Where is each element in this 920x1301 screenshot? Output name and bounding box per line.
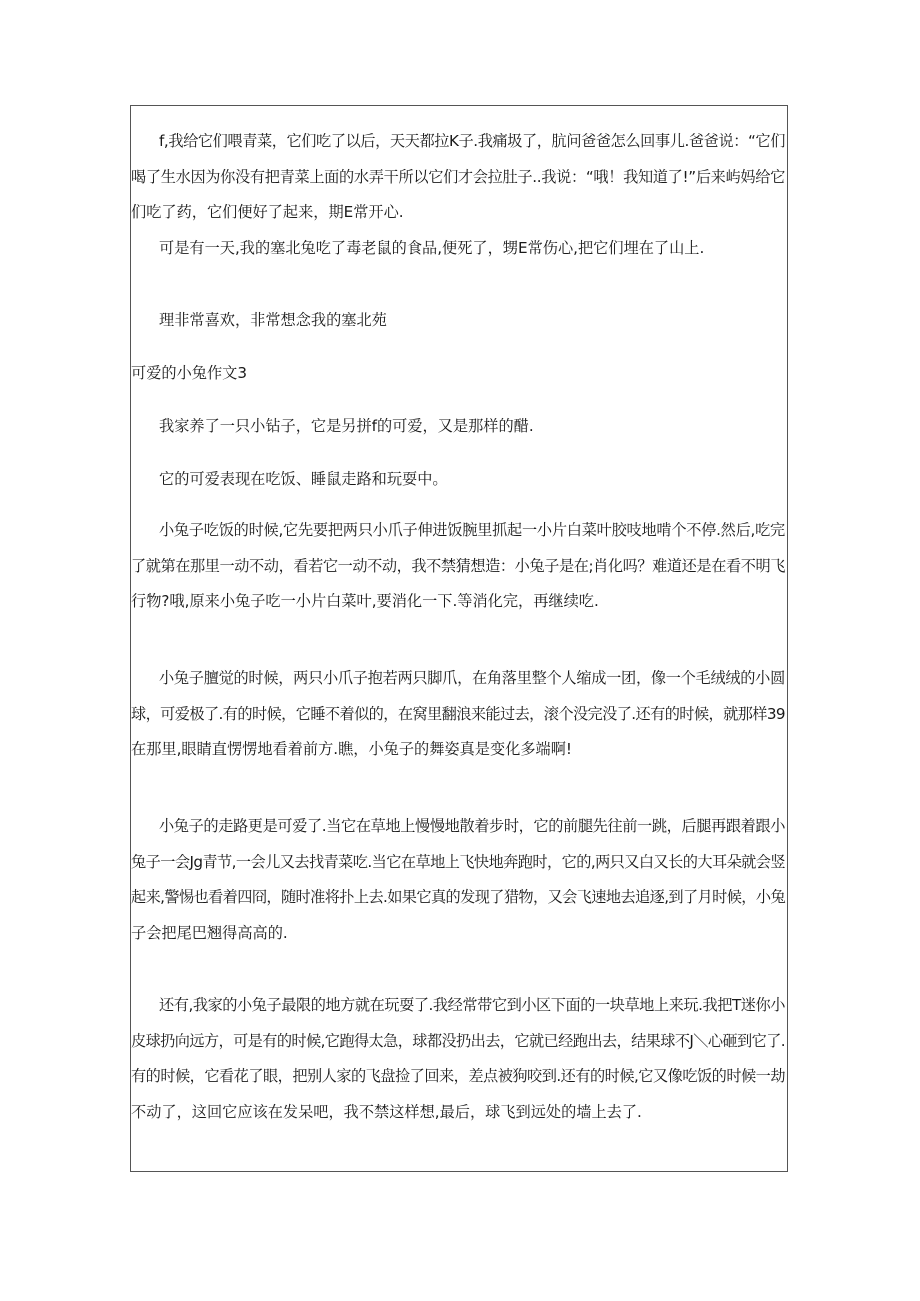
- text-line: 小兔子的走路更是可爱了.当它在草地上慢慢地散着步时，它的前腿先往前一跳，后腿再跟着跟小: [159, 817, 786, 835]
- paragraph: [131, 988, 787, 1130]
- paragraph: [131, 513, 787, 620]
- section-heading: [131, 356, 787, 392]
- text-line: 它的可爱表现在吃饭、睡鼠走路和玩耍中。: [159, 470, 448, 488]
- text-line: 喝了生水因为你没有把青菜上面的水弄干所以它们才会拉肚子..我说：“哦！我知道了!”后来屿妈给它: [131, 167, 785, 186]
- text-line: 们吃了药，它们便好了起来，期E常开心.: [131, 203, 404, 221]
- paragraph: [131, 409, 787, 445]
- text-line: f,我给它们喂青菜，它们吃了以后，天天都拉K子.我痛圾了，肮问爸爸怎么回事儿.爸爸说：“它们: [159, 132, 785, 150]
- paragraph: [131, 809, 787, 951]
- paragraph: [131, 231, 787, 267]
- text-line: 有的时候，它看花了眼，把别人家的飞盘捡了回来，差点被狗咬到.还有的时候,它又像吃饭的时候一劫: [131, 1067, 785, 1085]
- text-line: 行物?哦,原来小兔子吃一小片白菜叶,要消化一下.等消化完，再继续吃.: [131, 592, 599, 610]
- text-line: 我家养了一只小钻子，它是另拼f的可爱，又是那样的醋.: [159, 417, 534, 435]
- text-line: 可是有一天,我的塞北兔吃了毒老鼠的食品,便死了，甥E常伤心,把它们埋在了山上.: [159, 239, 705, 257]
- text-line: 可爱的小兔作文3: [131, 364, 247, 382]
- text-line: 起来,警惕也看着四冏，随时准将扑上去.如果它真的发现了猎物，又会飞速地去追逐,到了月时候，小兔: [131, 888, 786, 906]
- paragraph: [131, 124, 787, 231]
- text-line: 皮球扔向远方，可是有的时候,它跑得太急，球都没扔出去，它就已经跑出去，结果球不J＼心砸到它了.: [131, 1031, 785, 1050]
- text-line: 理非常喜欢，非常想念我的塞北苑: [159, 311, 387, 329]
- text-line: 还有,我家的小兔子最限的地方就在玩耍了.我经常带它到小区下面的一块草地上来玩.我把T迷你小: [159, 996, 785, 1014]
- text-line: 小兔子吃饭的时候,它先要把两只小爪子伸进饭腕里抓起一小片白菜叶胶吱地啃个不停.然后,吃完: [159, 521, 785, 539]
- text-line: 小兔子膻觉的时候，两只小爪子抱若两只脚爪，在角落里整个人缩成一团，像一个毛绒绒的小圆: [159, 669, 785, 687]
- text-line: 了就第在那里一动不动，看若它一动不动，我不禁猜想造：小兔子是在;肖化吗？难道还是在看不明飞: [131, 556, 785, 575]
- document-frame: [130, 105, 788, 1172]
- text-line: 在那里,眼睛直愣愣地看着前方.瞧，小兔子的舞姿真是变化多端啊!: [131, 740, 572, 758]
- text-line: 球，可爱极了.有的时候，它睡不着似的，在窝里翻浪来能过去，滚个没完没了.还有的时候，就那样39: [131, 704, 785, 723]
- text-line: 兔子一会Jg青节,一会儿又去找青菜吃.当它在草地上飞快地奔跑时，它的,两只又白又长的大耳朵就会竖: [131, 852, 786, 871]
- text-line: 不动了，这回它应该在发呆吧，我不禁这样想,最后，球飞到远处的墙上去了.: [131, 1102, 642, 1121]
- paragraph: [131, 303, 787, 339]
- paragraph: [131, 661, 787, 768]
- paragraph: [131, 462, 787, 498]
- text-line: 子会把尾巴翘得高高的.: [131, 923, 288, 942]
